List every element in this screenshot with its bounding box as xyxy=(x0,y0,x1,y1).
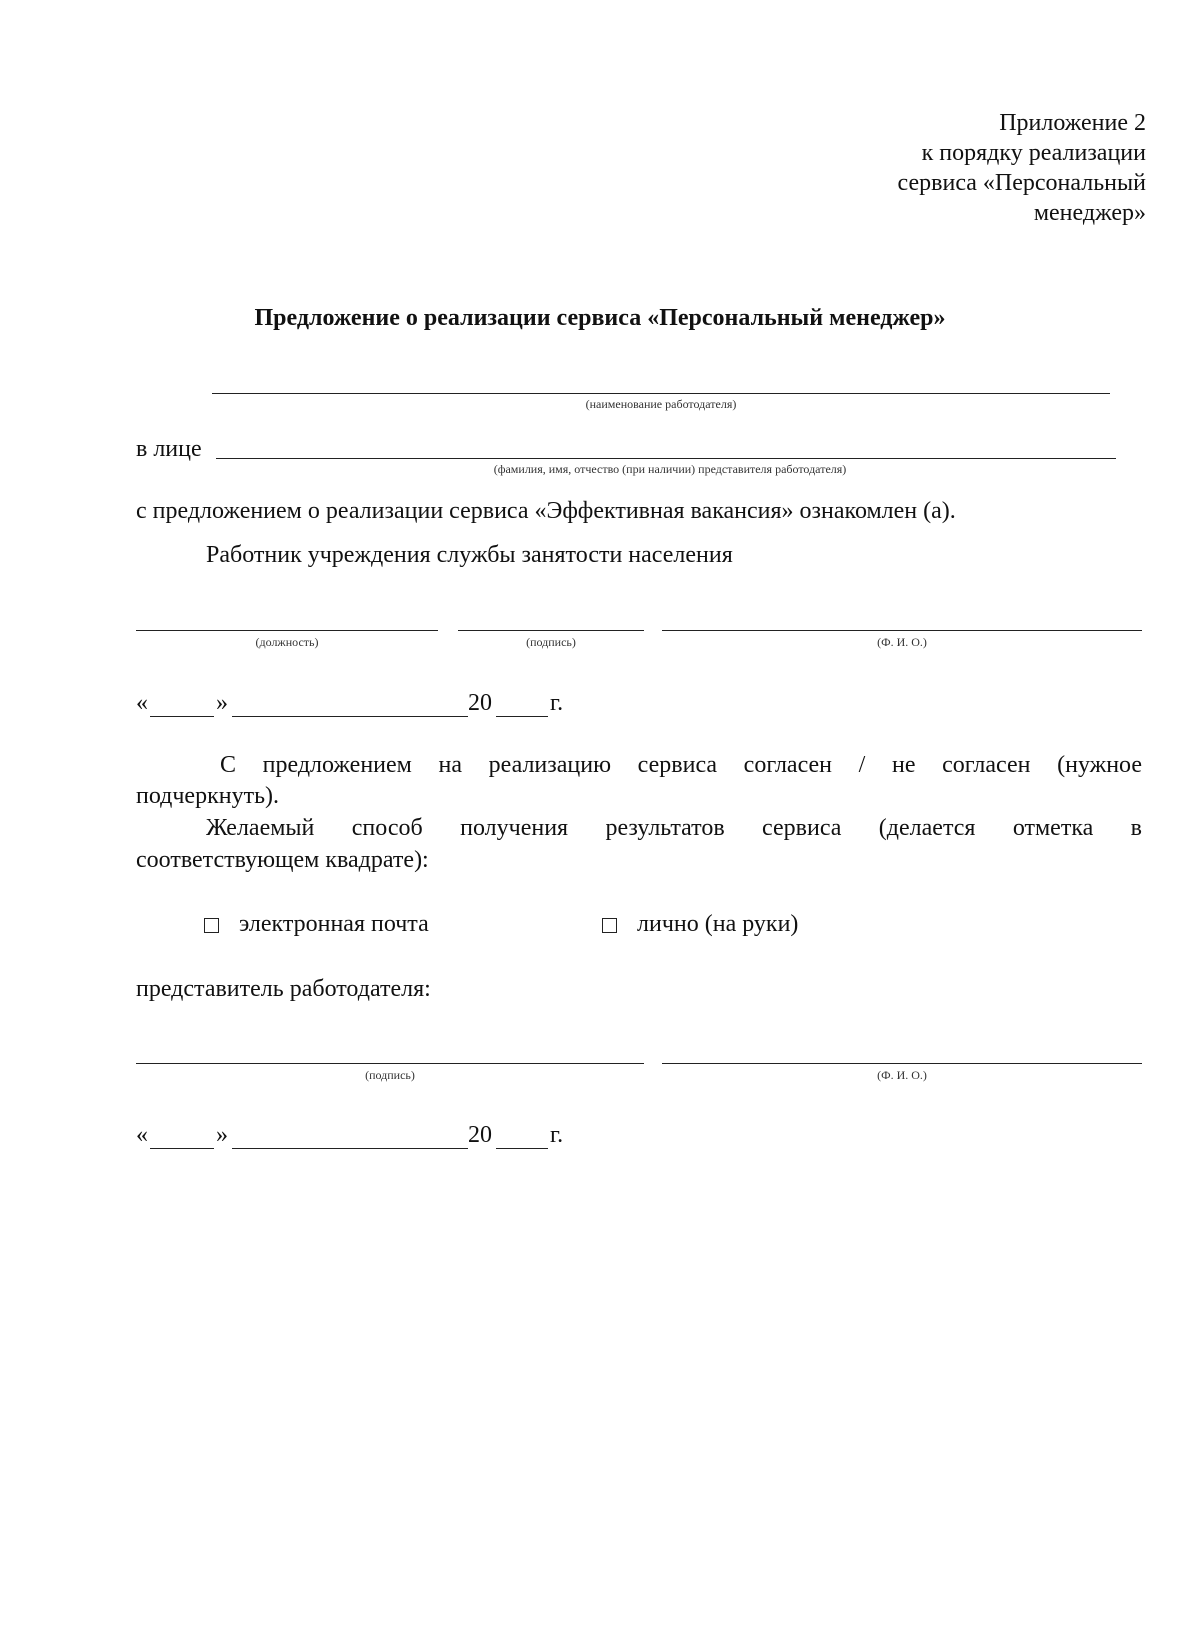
date-1-open-quote: « xyxy=(136,690,148,716)
worker-signature-field[interactable] xyxy=(458,630,644,631)
date-2 xyxy=(136,1120,148,1150)
in-person-checkbox[interactable] xyxy=(602,918,617,933)
date-2-day-field[interactable] xyxy=(150,1148,214,1149)
appendix-header xyxy=(898,108,1146,228)
acquainted-text: с предложением о реализации сервиса «Эффективная вакансия» ознакомлен (а). xyxy=(136,498,956,524)
appendix-line-1: Приложение 2 xyxy=(999,110,1146,136)
date-1-year-suffix: г. xyxy=(550,690,564,716)
worker-fio-caption: (Ф. И. О.) xyxy=(877,635,927,649)
date-1-day-field[interactable] xyxy=(150,716,214,717)
worker-label: Работник учреждения службы занятости населения xyxy=(206,542,733,568)
option-email[interactable] xyxy=(204,909,429,939)
date-2-year-prefix: 20 xyxy=(468,1122,492,1148)
employer-name-field[interactable] xyxy=(212,393,1110,394)
representative-name-field[interactable] xyxy=(216,458,1116,459)
option-in-person[interactable] xyxy=(602,909,798,939)
date-1-month-field[interactable] xyxy=(232,716,468,717)
date-2-year-suffix: г. xyxy=(550,1122,564,1148)
option-in-person-label: лично (на руки) xyxy=(637,911,799,937)
appendix-line-3: сервиса «Персональный xyxy=(897,170,1146,196)
worker-position-caption: (должность) xyxy=(255,635,319,649)
employer-fio-field[interactable] xyxy=(662,1063,1142,1064)
date-1-year-field[interactable] xyxy=(496,716,548,717)
worker-position-field[interactable] xyxy=(136,630,438,631)
worker-fio-field[interactable] xyxy=(662,630,1142,631)
date-2-close-quote: » xyxy=(216,1122,228,1148)
date-2-open-quote: « xyxy=(136,1122,148,1148)
worker-signature-caption: (подпись) xyxy=(526,635,576,649)
date-2-year-field[interactable] xyxy=(496,1148,548,1149)
representative-name-caption: (фамилия, имя, отчество (при наличии) представителя работодателя) xyxy=(493,462,847,476)
appendix-line-4: менеджер» xyxy=(1033,200,1146,226)
method-line-1: Желаемый способ получения результатов сервиса (делается отметка в xyxy=(206,815,1142,841)
document-title: Предложение о реализации сервиса «Персональный менеджер» xyxy=(254,305,946,331)
employer-name-caption: (наименование работодателя) xyxy=(585,397,737,411)
date-1 xyxy=(136,688,148,718)
date-2-month-field[interactable] xyxy=(232,1148,468,1149)
represented-by-label: в лице xyxy=(136,436,202,462)
date-1-year-prefix: 20 xyxy=(468,690,492,716)
date-1-close-quote: » xyxy=(216,690,228,716)
agreement-line-1: С предложением на реализацию сервиса согласен / не согласен (нужное xyxy=(220,752,1142,778)
agreement-line-2: подчеркнуть). xyxy=(136,783,280,809)
option-email-label: электронная почта xyxy=(239,911,429,937)
email-checkbox[interactable] xyxy=(204,918,219,933)
employer-rep-label: представитель работодателя: xyxy=(136,976,431,1002)
appendix-line-2: к порядку реализации xyxy=(921,140,1146,166)
method-line-2: соответствующем квадрате): xyxy=(136,847,429,873)
employer-signature-caption: (подпись) xyxy=(365,1068,415,1082)
employer-fio-caption: (Ф. И. О.) xyxy=(877,1068,927,1082)
employer-signature-field[interactable] xyxy=(136,1063,644,1064)
